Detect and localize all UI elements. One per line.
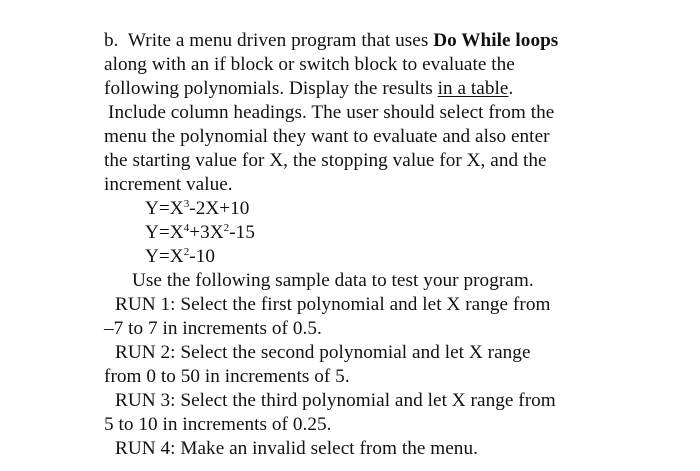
poly-part: -2X+10 xyxy=(189,198,250,219)
polynomial-3 xyxy=(145,245,215,269)
run-3-line-1: RUN 3: Select the third polynomial and let X range from xyxy=(115,390,556,411)
poly-part: -10 xyxy=(189,246,215,267)
sample-intro: Use the following sample data to test your program. xyxy=(132,270,534,291)
polynomial-1 xyxy=(145,197,249,221)
intro-line-6: the starting value for X, the stopping value for X, and the xyxy=(104,150,547,171)
intro-line-3 xyxy=(104,77,513,101)
poly-part: Y=X xyxy=(145,246,184,267)
intro-text: . xyxy=(508,78,514,99)
intro-line-1 xyxy=(104,29,558,53)
run-4-line-1: RUN 4: Make an invalid select from the menu. xyxy=(115,438,478,459)
polynomial-2 xyxy=(145,221,255,245)
intro-line-2: along with an if block or switch block to evaluate the xyxy=(104,54,515,75)
exponent: 4 xyxy=(183,222,190,234)
run-1-line-2: –7 to 7 in increments of 0.5. xyxy=(104,318,322,339)
intro-line-5: menu the polynomial they want to evaluate and also enter xyxy=(104,126,550,147)
exponent: 2 xyxy=(183,246,190,258)
run-1-line-1: RUN 1: Select the first polynomial and let X range from xyxy=(115,294,551,315)
run-2-line-1: RUN 2: Select the second polynomial and let X range xyxy=(115,342,531,363)
exponent: 2 xyxy=(223,222,230,234)
intro-line-7: increment value. xyxy=(104,174,233,195)
intro-text: following polynomials. Display the results xyxy=(104,78,438,99)
do-while-emphasis: Do While loops xyxy=(433,30,559,51)
table-emphasis: in a table xyxy=(437,78,509,99)
poly-part: Y=X xyxy=(145,198,184,219)
poly-part: Y=X xyxy=(145,222,184,243)
run-2-line-2: from 0 to 50 in increments of 5. xyxy=(104,366,350,387)
poly-part: +3X xyxy=(189,222,224,243)
exponent: 3 xyxy=(183,198,190,210)
poly-part: -15 xyxy=(229,222,255,243)
intro-text: Write a menu driven program that uses xyxy=(127,30,434,51)
intro-line-4: Include column headings. The user should select from the xyxy=(108,102,555,123)
problem-label: b. xyxy=(104,30,119,51)
run-3-line-2: 5 to 10 in increments of 0.25. xyxy=(104,414,332,435)
